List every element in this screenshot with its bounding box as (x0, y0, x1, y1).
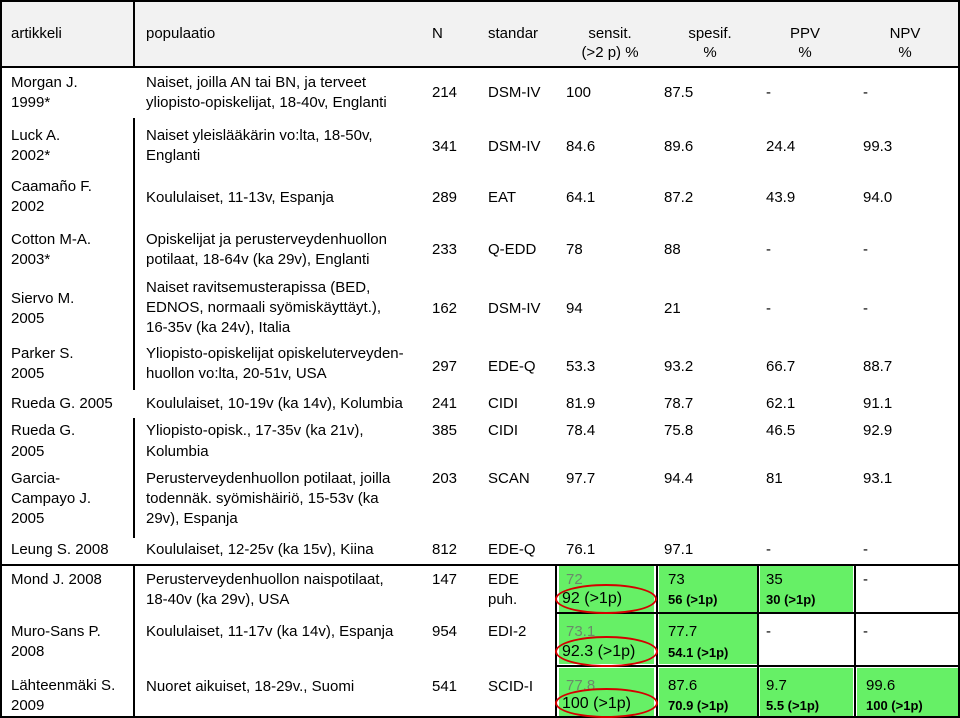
row-article: 2005 (11, 510, 45, 527)
row-n: 162 (432, 300, 458, 317)
row-sensitivity: 84.6 (566, 138, 596, 155)
row-ppv-1p: 30 (>1p) (766, 592, 816, 607)
row-article: 2002 (11, 198, 45, 215)
row-population: 18-40v (ka 29v), USA (146, 591, 290, 608)
row-population: Naiset yleislääkärin vo:lta, 18-50v, (146, 127, 373, 144)
row-specificity: 73 (668, 571, 685, 588)
row-article: Mond J. 2008 (11, 571, 102, 588)
row-article: Cotton M-A. (11, 231, 92, 248)
header-standard: standar (488, 25, 539, 42)
row-sensitivity: 53.3 (566, 358, 596, 375)
row-standard: puh. (488, 591, 518, 608)
row-standard: CIDI (488, 395, 518, 412)
row-sensitivity: 72 (566, 571, 583, 588)
row-population: Perusterveydenhuollon naispotilaat, (146, 571, 384, 588)
row-standard: SCAN (488, 470, 530, 487)
row-article: Lähteenmäki S. (11, 677, 116, 694)
row-sensitivity-1p: 92.3 (>1p) (562, 643, 636, 660)
row-npv: 93.1 (863, 470, 893, 487)
column-divider (133, 564, 135, 718)
row-article: Morgan J. (11, 74, 78, 91)
row-article: Luck A. (11, 127, 61, 144)
header-npv-unit: % (898, 44, 912, 61)
row-specificity: 21 (664, 300, 681, 317)
row-n: 385 (432, 422, 458, 439)
row-specificity: 87.6 (668, 677, 698, 694)
row-n: 341 (432, 138, 458, 155)
row-specificity-1p: 70.9 (>1p) (668, 698, 729, 713)
column-divider (854, 564, 856, 718)
row-npv: - (863, 300, 868, 317)
header-ppv-unit: % (798, 44, 812, 61)
row-specificity: 89.6 (664, 138, 694, 155)
row-article: Leung S. 2008 (11, 541, 109, 558)
row-npv: 94.0 (863, 189, 893, 206)
row-specificity: 78.7 (664, 395, 694, 412)
column-divider (133, 418, 135, 538)
row-specificity: 87.2 (664, 189, 694, 206)
row-npv-1p: 100 (>1p) (866, 698, 923, 713)
row-npv: - (863, 571, 868, 588)
row-population: 29v), Espanja (146, 510, 238, 527)
row-ppv: 81 (766, 470, 783, 487)
row-article: 2005 (11, 365, 45, 382)
table-border (0, 0, 2, 718)
row-standard: DSM-IV (488, 300, 541, 317)
row-specificity: 94.4 (664, 470, 694, 487)
row-sensitivity: 64.1 (566, 189, 596, 206)
row-ppv: 66.7 (766, 358, 796, 375)
row-article: Rueda G. (11, 422, 76, 439)
row-npv: 99.3 (863, 138, 893, 155)
row-standard: EDE-Q (488, 541, 536, 558)
row-sensitivity: 76.1 (566, 541, 596, 558)
table-border (0, 0, 960, 2)
row-specificity: 88 (664, 241, 681, 258)
row-n: 214 (432, 84, 458, 101)
row-specificity: 97.1 (664, 541, 694, 558)
row-population: Opiskelijat ja perusterveydenhuollon (146, 231, 387, 248)
row-specificity: 93.2 (664, 358, 694, 375)
row-n: 541 (432, 678, 458, 695)
row-ppv: - (766, 300, 771, 317)
row-ppv: 9.7 (766, 677, 787, 694)
column-divider (555, 564, 557, 718)
row-npv: - (863, 541, 868, 558)
row-population: Koululaiset, 10-19v (ka 14v), Kolumbia (146, 395, 403, 412)
row-divider (0, 564, 960, 566)
row-article: Muro-Sans P. (11, 623, 101, 640)
row-npv: 92.9 (863, 422, 893, 439)
row-ppv: 62.1 (766, 395, 796, 412)
header-ppv: PPV (789, 25, 820, 42)
row-sensitivity: 78 (566, 241, 583, 258)
row-article: 2005 (11, 310, 45, 327)
row-population: Yliopisto-opisk., 17-35v (ka 21v), (146, 422, 364, 439)
header-specificity: spesif. (688, 25, 732, 42)
row-npv: - (863, 241, 868, 258)
row-standard: EDE (488, 571, 519, 588)
row-specificity: 75.8 (664, 422, 694, 439)
row-npv: 99.6 (866, 677, 896, 694)
row-sensitivity: 94 (566, 300, 583, 317)
header-article: artikkeli (11, 25, 62, 42)
row-npv: - (863, 84, 868, 101)
header-population: populaatio (146, 25, 216, 42)
row-npv: - (863, 623, 868, 640)
row-population: yliopisto-opiskelijat, 18-40v, Englanti (146, 94, 387, 111)
row-sensitivity-1p: 92 (>1p) (562, 590, 623, 607)
row-n: 297 (432, 358, 458, 375)
row-article: 2008 (11, 643, 45, 660)
row-sensitivity: 100 (566, 84, 592, 101)
row-npv: 88.7 (863, 358, 893, 375)
row-divider (0, 66, 960, 68)
row-ppv: - (766, 623, 771, 640)
row-ppv-1p: 5.5 (>1p) (766, 698, 820, 713)
row-population: Koululaiset, 12-25v (ka 15v), Kiina (146, 541, 374, 558)
row-standard: EDI-2 (488, 623, 527, 640)
row-population: Naiset, joilla AN tai BN, ja terveet (146, 74, 367, 91)
row-n: 233 (432, 241, 458, 258)
row-ppv: - (766, 541, 771, 558)
row-article: 2009 (11, 697, 45, 714)
row-n: 241 (432, 395, 458, 412)
row-population: huollon vo:lta, 20-51v, USA (146, 365, 327, 382)
row-article: Parker S. (11, 345, 74, 362)
row-standard: EAT (488, 189, 517, 206)
header-n: N (432, 25, 443, 42)
row-sensitivity: 81.9 (566, 395, 596, 412)
header-specificity-unit: % (703, 44, 717, 61)
row-standard: DSM-IV (488, 84, 541, 101)
row-ppv: 46.5 (766, 422, 796, 439)
row-ppv: - (766, 241, 771, 258)
row-article: 2002* (11, 147, 51, 164)
row-ppv: 43.9 (766, 189, 796, 206)
row-sensitivity: 97.7 (566, 470, 596, 487)
row-ppv: 35 (766, 571, 783, 588)
row-population: todennäk. syömishäiriö, 15-53v (ka (146, 490, 379, 507)
row-ppv: 24.4 (766, 138, 796, 155)
row-population: Kolumbia (146, 443, 209, 460)
row-npv: 91.1 (863, 395, 893, 412)
row-standard: DSM-IV (488, 138, 541, 155)
row-article: Garcia- (11, 470, 61, 487)
column-divider (133, 118, 135, 390)
row-specificity-1p: 56 (>1p) (668, 592, 718, 607)
row-sensitivity-1p: 100 (>1p) (562, 695, 631, 712)
row-article: Campayo J. (11, 490, 92, 507)
row-article: 2003* (11, 251, 51, 268)
row-population: potilaat, 18-64v (ka 29v), Englanti (146, 251, 370, 268)
row-n: 954 (432, 623, 458, 640)
header-npv: NPV (889, 25, 921, 42)
row-article: Siervo M. (11, 290, 75, 307)
row-sensitivity: 73.1 (566, 623, 596, 640)
row-population: Yliopisto-opiskelijat opiskeluterveyden- (146, 345, 404, 362)
row-population: Koululaiset, 11-13v, Espanja (146, 189, 334, 206)
row-sensitivity: 78.4 (566, 422, 596, 439)
row-standard: SCID-I (488, 678, 533, 695)
header-sensitivity: sensit. (588, 25, 632, 42)
row-n: 203 (432, 470, 458, 487)
row-population: Englanti (146, 147, 201, 164)
row-standard: CIDI (488, 422, 518, 439)
row-population: Koululaiset, 11-17v (ka 14v), Espanja (146, 623, 394, 640)
row-sensitivity: 77.8 (566, 677, 596, 694)
column-divider (757, 564, 759, 718)
row-article: 1999* (11, 94, 51, 111)
row-article: 2005 (11, 443, 45, 460)
row-population: EDNOS, normaali syömiskäyttäyt.), (146, 299, 382, 316)
row-population: Nuoret aikuiset, 18-29v., Suomi (146, 678, 355, 695)
row-specificity: 87.5 (664, 84, 694, 101)
row-population: Perusterveydenhuollon potilaat, joilla (146, 470, 391, 487)
row-population: Naiset ravitsemusterapissa (BED, (146, 279, 371, 296)
row-specificity: 77.7 (668, 623, 698, 640)
column-divider (133, 0, 135, 66)
row-standard: Q-EDD (488, 241, 537, 258)
row-ppv: - (766, 84, 771, 101)
row-n: 289 (432, 189, 458, 206)
row-article: Rueda G. 2005 (11, 395, 113, 412)
row-n: 812 (432, 541, 458, 558)
column-divider (656, 564, 658, 718)
row-article: Caamaño F. (11, 178, 92, 195)
row-specificity-1p: 54.1 (>1p) (668, 645, 729, 660)
header-sensitivity-unit: (>2 p) % (581, 44, 639, 61)
row-n: 147 (432, 571, 458, 588)
row-standard: EDE-Q (488, 358, 536, 375)
row-population: 16-35v (ka 24v), Italia (146, 319, 291, 336)
